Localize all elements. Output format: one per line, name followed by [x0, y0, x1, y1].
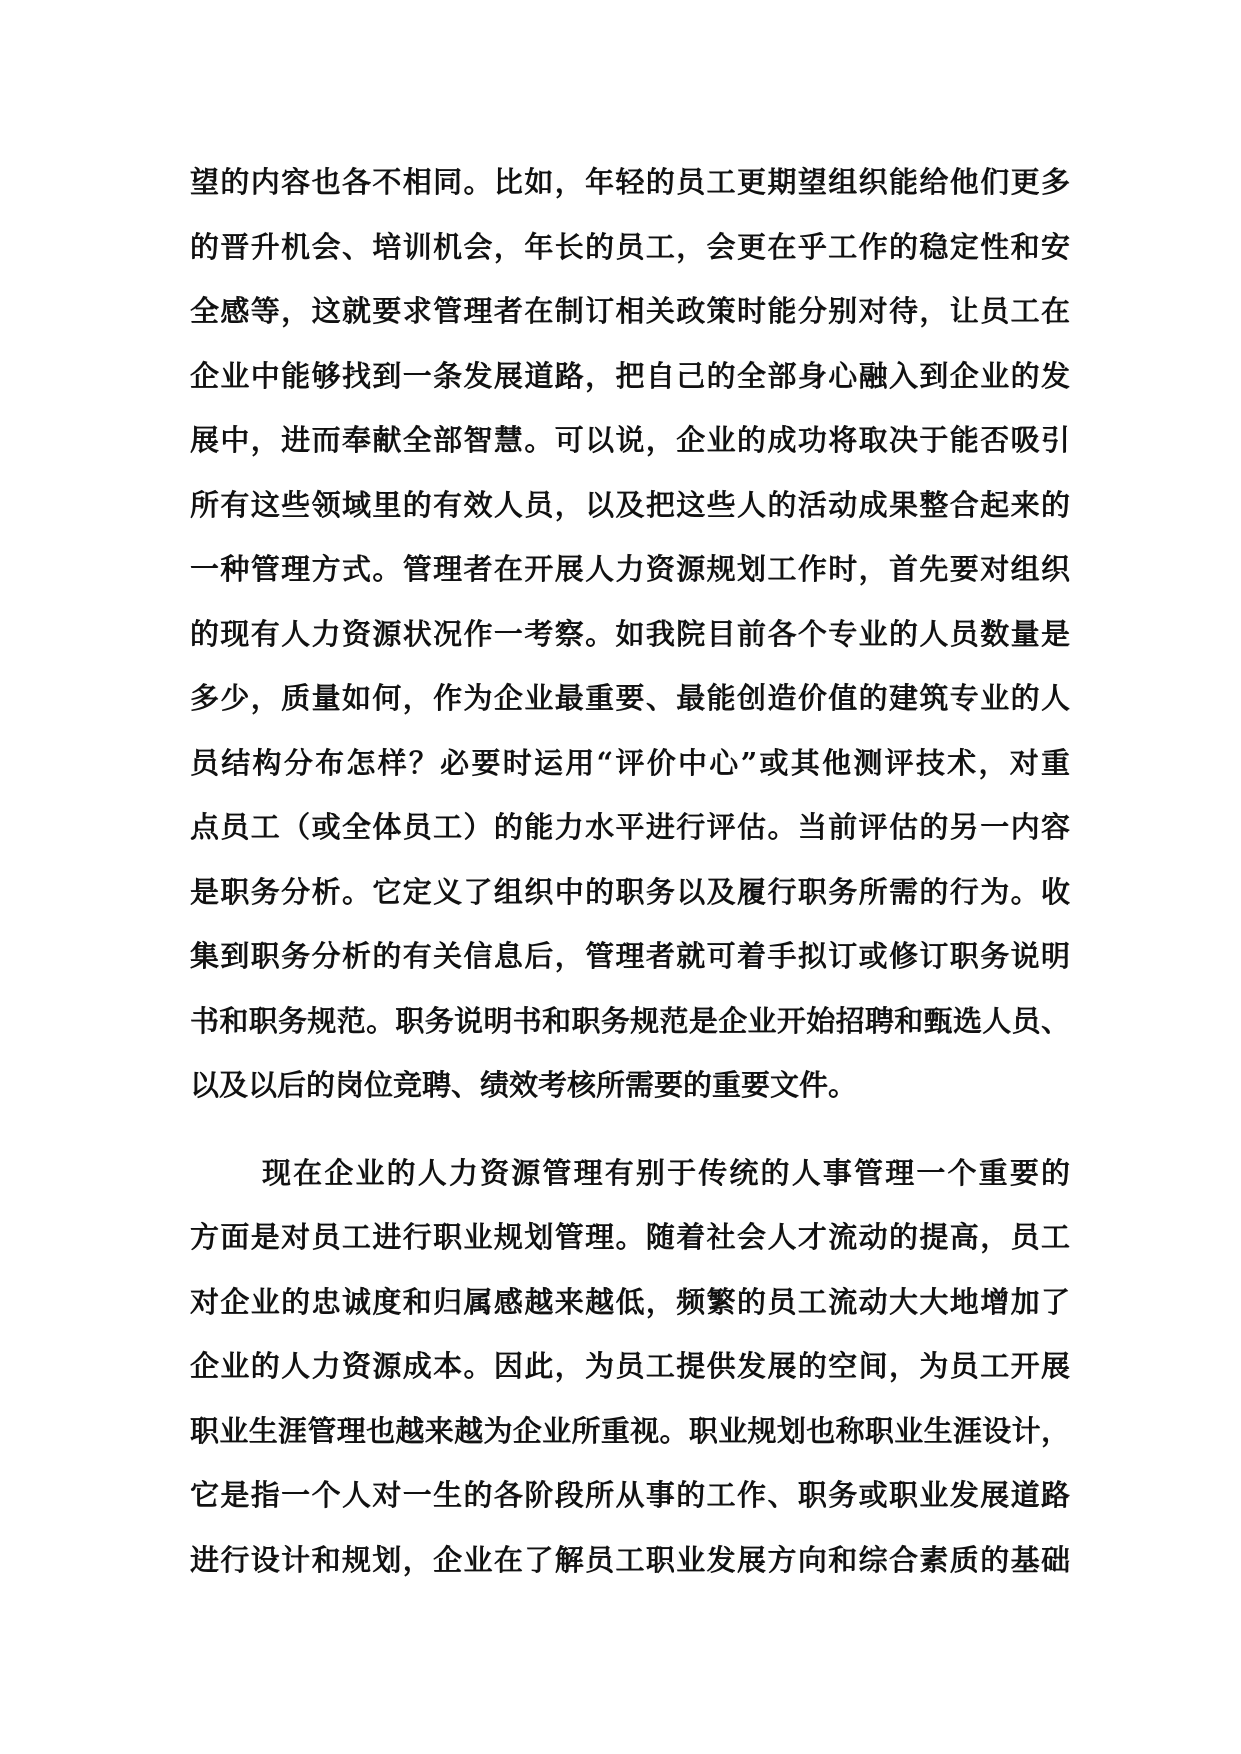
paragraph-gap: [190, 1118, 1070, 1141]
text-line: 它是指一个人对一生的各阶段所从事的工作、职务或职业发展道路: [190, 1478, 1070, 1512]
text-line: 方面是对员工进行职业规划管理。随着社会人才流动的提高，员工: [190, 1220, 1070, 1254]
paragraph-2: [190, 1141, 1070, 1593]
text-line: 展中，进而奉献全部智慧。可以说，企业的成功将取决于能否吸引: [190, 423, 1070, 457]
text-line: 的晋升机会、培训机会，年长的员工，会更在乎工作的稳定性和安: [190, 229, 1070, 264]
text-line: 企业的人力资源成本。因此，为员工提供发展的空间，为员工开展: [190, 1349, 1070, 1383]
text-line: 全感等，这就要求管理者在制订相关政策时能分别对待，让员工在: [190, 294, 1070, 328]
text-line: 多少，质量如何，作为企业最重要、最能创造价值的建筑专业的人: [190, 681, 1070, 715]
text-line: 现在企业的人力资源管理有别于传统的人事管理一个重要的: [262, 1155, 1070, 1190]
text-line: 所有这些领域里的有效人员，以及把这些人的活动成果整合起来的: [190, 487, 1070, 522]
text-line: 对企业的忠诚度和归属感越来越低，频繁的员工流动大大地增加了: [190, 1284, 1070, 1319]
text-line: 员结构分布怎样？必要时运用“评价中心”或其他测评技术，对重: [190, 745, 1070, 780]
text-line: 职业生涯管理也越来越为企业所重视。职业规划也称职业生涯设计，: [190, 1413, 1070, 1448]
text-line: 是职务分析。它定义了组织中的职务以及履行职务所需的行为。收: [190, 874, 1070, 909]
text-line: 企业中能够找到一条发展道路，把自己的全部身心融入到企业的发: [190, 358, 1070, 393]
text-line: 集到职务分析的有关信息后，管理者就可着手拟订或修订职务说明: [190, 939, 1070, 973]
text-line: 点员工（或全体员工）的能力水平进行评估。当前评估的另一内容: [190, 810, 1070, 844]
text-line: 以及以后的岗位竞聘、绩效考核所需要的重要文件。: [190, 1068, 858, 1102]
text-line: 的现有人力资源状况作一考察。如我院目前各个专业的人员数量是: [190, 616, 1070, 651]
text-line: 一种管理方式。管理者在开展人力资源规划工作时，首先要对组织: [190, 552, 1070, 586]
text-line: 书和职务规范。职务说明书和职务规范是企业开始招聘和甄选人员、: [190, 1003, 1070, 1038]
text-line: 进行设计和规划，企业在了解员工职业发展方向和综合素质的基础: [190, 1542, 1070, 1577]
body-text: [190, 150, 1070, 1592]
paragraph-1: [190, 150, 1070, 1118]
text-line: 望的内容也各不相同。比如，年轻的员工更期望组织能给他们更多: [190, 165, 1070, 199]
